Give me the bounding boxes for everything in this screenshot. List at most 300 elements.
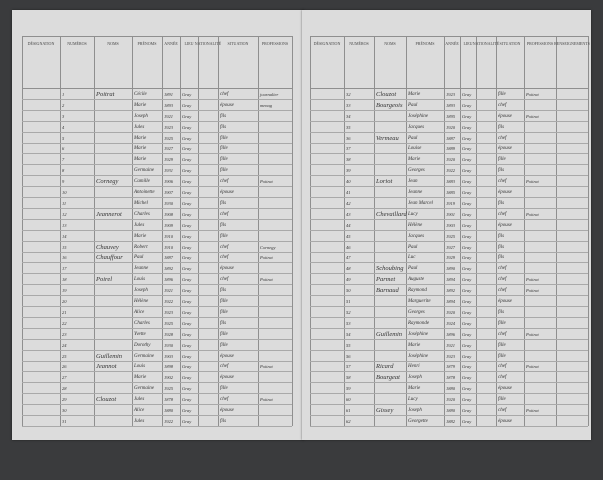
column-header: PRÉNOMS [137,41,157,46]
table-row-rule [22,132,292,133]
cell-lieu: Gray [462,364,472,370]
cell-n: 10 [62,190,67,196]
cell-annee: 1920 [446,124,455,130]
cell-nom: Chauffour [96,254,123,262]
cell-sit: chef [220,277,229,283]
header-rule [310,88,588,89]
cell-annee: 1894 [446,277,455,283]
cell-prof: Poitrat [526,113,539,119]
cell-prenom: Paul [408,266,418,272]
table-row-rule [22,404,292,405]
cell-sit: chef [220,244,229,250]
cell-n: 18 [62,277,67,283]
table-row-rule [310,208,588,209]
column-rule [588,36,589,426]
cell-lieu: Gray [462,299,472,305]
cell-prenom: Joseph [408,375,422,381]
cell-sit: fils [498,124,505,130]
cell-prenom: Lucy [408,211,418,217]
cell-lieu: Gray [462,91,472,97]
cell-prenom: Marie [408,342,421,348]
cell-n: 14 [62,233,67,239]
cell-prenom: Louis [134,364,146,370]
cell-n: 20 [62,299,67,305]
table-row-rule [22,99,292,100]
cell-n: 25 [62,353,67,359]
cell-n: 62 [346,419,351,424]
cell-sit: fille [220,299,228,305]
cell-sit: fille [498,320,506,326]
cell-annee: 1925 [164,386,173,392]
cell-lieu: Gray [462,168,472,174]
cell-annee: 1921 [164,113,173,119]
cell-prenom: Joséphine [408,353,428,359]
cell-lieu: Gray [182,342,192,348]
cell-sit: fille [220,331,228,337]
table-row-rule [22,153,292,154]
cell-annee: 1925 [446,233,455,239]
cell-prenom: Antoinette [134,190,155,196]
cell-sit: épouse [220,266,234,272]
cell-lieu: Gray [182,419,192,424]
cell-prenom: Jules [134,419,145,424]
cell-annee: 1909 [164,222,173,228]
cell-nom: Bourgeat [376,374,400,382]
cell-nom: Cornegy [96,178,119,186]
cell-prenom: Jeanne [408,190,423,196]
cell-lieu: Gray [462,179,472,185]
cell-lieu: Gray [462,386,472,392]
cell-n: 8 [62,168,65,174]
column-rule [22,36,23,426]
cell-prof: Poitrat [260,364,273,370]
cell-lieu: Gray [462,233,472,239]
table-row-rule [310,284,588,285]
column-header: RENSEIGNEMENTS [554,41,590,46]
cell-annee: 1931 [164,168,173,174]
cell-prenom: Hélène [134,299,149,305]
column-header: PRÉNOMS [415,41,435,46]
cell-lieu: Gray [182,353,192,359]
cell-annee: 1925 [164,135,173,141]
cell-sit: fils [498,255,505,261]
column-rule [406,36,407,426]
cell-sit: chef [498,277,507,283]
cell-prenom: Robert [134,244,148,250]
cell-lieu: Gray [462,320,472,326]
cell-lieu: Gray [182,364,192,370]
cell-annee: 1893 [164,102,173,108]
cell-prof: Poitrat [260,397,273,403]
cell-sit: chef [498,288,507,294]
cell-sit: chef [498,266,507,272]
cell-annee: 1895 [446,113,455,119]
cell-prenom: Jacques [408,233,425,239]
cell-nom: Poitrat [96,90,115,98]
cell-sit: chef [498,408,507,414]
cell-nom: Parmet [376,276,396,284]
cell-annee: 1920 [446,309,455,315]
cell-annee: 1910 [164,244,173,250]
cell-n: 15 [62,244,67,250]
table-row-rule [310,110,588,111]
column-rule [556,36,557,426]
cell-lieu: Gray [182,91,192,97]
cell-n: 59 [346,386,351,392]
cell-prenom: Jeanne [134,266,149,272]
cell-prenom: Hélène [408,222,423,228]
column-rule [374,36,375,426]
cell-prenom: Joseph [134,113,148,119]
column-rule [310,36,311,426]
cell-sit: épouse [220,353,234,359]
cell-n: 27 [62,375,67,381]
cell-nom: Poirel [96,276,113,284]
column-header: NATIONALITÉ [472,41,500,46]
cell-lieu: Gray [182,386,192,392]
cell-nom: Barnaud [376,287,399,295]
cell-sit: chef [498,102,507,108]
cell-sit: chef [498,375,507,381]
table-row-rule [310,371,588,372]
cell-prenom: Auguste [408,277,425,283]
column-rule [218,36,219,426]
cell-annee: 1929 [446,255,455,261]
table-row-rule [22,208,292,209]
cell-n: 58 [346,375,351,381]
cell-lieu: Gray [462,309,472,315]
cell-lieu: Gray [182,200,192,206]
cell-n: 7 [62,157,65,163]
cell-lieu: Gray [462,102,472,108]
cell-annee: 1887 [164,255,173,261]
cell-n: 44 [346,222,351,228]
cell-prenom: Germaine [134,386,154,392]
right-register-page [302,10,591,440]
column-header: DÉSIGNATION [313,41,341,46]
cell-n: 41 [346,190,351,196]
cell-lieu: Gray [182,408,192,414]
table-row-rule [22,219,292,220]
cell-annee: 1928 [164,331,173,337]
column-rule [496,36,497,426]
cell-sit: épouse [220,102,234,108]
cell-n: 37 [346,146,351,152]
cell-prof: Poitrat [260,277,273,283]
cell-annee: 1878 [446,375,455,381]
cell-prenom: Germaine [134,353,154,359]
cell-n: 55 [346,342,351,348]
table-row-rule [310,295,588,296]
cell-n: 35 [346,124,351,130]
table-row-rule [22,426,292,427]
cell-prenom: Paul [408,244,418,250]
cell-prof: Poitrat [526,288,539,294]
cell-prenom: Marie [408,91,421,97]
cell-prof: Poitrat [260,179,273,185]
cell-annee: 1923 [446,91,455,97]
table-row-rule [310,273,588,274]
cell-annee: 1929 [164,157,173,163]
cell-prenom: Georges [408,309,425,315]
cell-prenom: Dorothy [134,342,151,348]
cell-prenom: Paul [408,102,418,108]
cell-annee: 1894 [446,299,455,305]
cell-lieu: Gray [462,353,472,359]
column-header: SITUATION [499,41,521,46]
cell-prenom: Charles [134,320,150,326]
cell-lieu: Gray [182,309,192,315]
column-header: ANNÉE [445,41,459,46]
cell-sit: fils [220,200,227,206]
cell-sit: fille [498,342,506,348]
table-row-rule [22,273,292,274]
cell-prof: menag [260,102,272,108]
cell-n: 57 [346,364,351,370]
table-row-rule [310,197,588,198]
column-rule [476,36,477,426]
cell-n: 51 [346,299,351,305]
table-row-rule [310,393,588,394]
cell-prenom: Joséphine [408,331,428,337]
cell-annee: 1922 [164,299,173,305]
cell-prenom: Raymonde [408,320,430,326]
cell-annee: 1927 [164,146,173,152]
table-row-rule [310,426,588,427]
cell-annee: 1891 [164,91,173,97]
table-row-rule [22,262,292,263]
cell-lieu: Gray [462,113,472,119]
cell-sit: fils [220,124,227,130]
cell-nom: Vermeau [376,134,399,142]
table-row-rule [22,415,292,416]
table-row-rule [310,132,588,133]
cell-annee: 1880 [446,386,455,392]
cell-n: 53 [346,320,351,326]
cell-prenom: Louis [134,277,146,283]
cell-sit: chef [498,179,507,185]
table-row-rule [310,219,588,220]
cell-prenom: Alice [134,408,145,414]
cell-prenom: Cécile [134,91,147,97]
cell-n: 52 [346,309,351,315]
cell-n: 49 [346,277,351,283]
cell-sit: chef [220,91,229,97]
cell-sit: épouse [498,222,512,228]
table-row-rule [310,415,588,416]
cell-nom: Schoubing [376,265,404,273]
cell-sit: fils [498,309,505,315]
cell-n: 13 [62,222,67,228]
cell-prenom: Paul [408,135,418,141]
cell-sit: fille [220,135,228,141]
cell-lieu: Gray [182,244,192,250]
cell-annee: 1893 [446,102,455,108]
column-header: LIEU [463,41,473,46]
cell-lieu: Gray [462,124,472,130]
header-rule [22,36,292,37]
cell-annee: 1923 [164,124,173,130]
cell-lieu: Gray [182,179,192,185]
cell-prenom: Joséphine [408,113,428,119]
left-register-page [12,10,304,440]
table-row-rule [22,197,292,198]
cell-annee: 1927 [446,244,455,250]
cell-n: 33 [346,102,351,108]
cell-sit: fille [220,157,228,163]
table-row-rule [22,241,292,242]
column-rule [524,36,525,426]
table-row-rule [22,393,292,394]
table-row-rule [310,317,588,318]
cell-sit: chef [220,364,229,370]
cell-prenom: Marguerite [408,299,431,305]
cell-prof: Poitrat [526,408,539,414]
cell-prenom: Paul [134,255,144,261]
cell-lieu: Gray [462,157,472,163]
table-row-rule [310,404,588,405]
cell-n: 40 [346,179,351,185]
cell-annee: 1880 [446,408,455,414]
cell-annee: 1906 [164,179,173,185]
cell-sit: épouse [220,190,234,196]
cell-n: 29 [62,397,67,403]
cell-n: 56 [346,353,351,359]
cell-nom: Guillemin [96,352,122,360]
cell-sit: fils [220,113,227,119]
cell-annee: 1896 [164,277,173,283]
cell-annee: 1878 [164,397,173,403]
column-header: NATIONALITÉ [194,41,222,46]
cell-prenom: Raymond [408,288,427,294]
cell-lieu: Gray [462,419,472,424]
cell-lieu: Gray [462,266,472,272]
cell-annee: 1880 [164,408,173,414]
cell-n: 48 [346,266,351,272]
table-row-rule [22,382,292,383]
cell-n: 19 [62,288,67,294]
cell-lieu: Gray [462,375,472,381]
table-row-rule [22,328,292,329]
cell-lieu: Gray [462,331,472,337]
cell-annee: 1923 [446,353,455,359]
cell-lieu: Gray [182,157,192,163]
table-row-rule [310,153,588,154]
cell-lieu: Gray [182,168,192,174]
cell-prenom: Alice [134,309,145,315]
cell-lieu: Gray [462,146,472,152]
table-row-rule [22,371,292,372]
cell-n: 22 [62,320,67,326]
cell-n: 3 [62,113,65,119]
cell-annee: 1902 [164,375,173,381]
cell-n: 42 [346,200,351,206]
cell-annee: 1882 [446,419,455,424]
cell-prenom: Jules [134,124,145,130]
cell-sit: chef [220,179,229,185]
table-row-rule [310,121,588,122]
cell-sit: chef [220,211,229,217]
cell-n: 45 [346,233,351,239]
cell-nom: Chauvey [96,243,119,251]
cell-sit: épouse [498,299,512,305]
cell-sit: fille [220,233,228,239]
table-row-rule [310,328,588,329]
table-row-rule [310,230,588,231]
cell-annee: 1920 [446,397,455,403]
cell-prof: Poitrat [526,364,539,370]
cell-n: 4 [62,124,65,130]
cell-sit: épouse [220,375,234,381]
cell-sit: fille [220,386,228,392]
column-rule [60,36,61,426]
cell-annee: 1925 [164,320,173,326]
cell-annee: 1883 [446,179,455,185]
table-row-rule [22,295,292,296]
cell-prenom: Marie [134,102,147,108]
cell-annee: 1922 [446,168,455,174]
cell-annee: 1890 [446,266,455,272]
cell-lieu: Gray [182,375,192,381]
table-row-rule [310,252,588,253]
cell-lieu: Gray [462,244,472,250]
column-header: PROFESSIONS [526,41,554,46]
cell-prenom: Yvette [134,331,146,337]
cell-prof: Poitrat [260,255,273,261]
cell-sit: épouse [498,386,512,392]
cell-sit: fille [220,342,228,348]
cell-annee: 1908 [164,211,173,217]
cell-n: 61 [346,408,351,414]
cell-prenom: Germaine [134,168,154,174]
cell-lieu: Gray [182,135,192,141]
table-row-rule [310,339,588,340]
cell-prenom: Marie [408,386,421,392]
cell-sit: épouse [498,419,512,424]
table-row-rule [310,306,588,307]
cell-n: 21 [62,309,67,315]
cell-n: 31 [62,419,67,424]
cell-n: 46 [346,244,351,250]
cell-n: 60 [346,397,351,403]
cell-prenom: Joseph [408,408,422,414]
cell-annee: 1887 [446,135,455,141]
cell-n: 6 [62,146,65,152]
cell-n: 23 [62,331,67,337]
column-rule [94,36,95,426]
table-row-rule [22,306,292,307]
table-row-rule [22,361,292,362]
cell-n: 43 [346,211,351,217]
cell-sit: chef [498,135,507,141]
cell-sit: fille [498,397,506,403]
cell-annee: 1930 [164,342,173,348]
cell-annee: 1892 [446,288,455,294]
cell-sit: fils [220,419,227,424]
cell-prenom: Marie [134,233,147,239]
cell-n: 38 [346,157,351,163]
cell-prenom: Joseph [134,288,148,294]
cell-prenom: Charles [134,211,150,217]
cell-prof: journalier [260,91,279,97]
column-header: NUMÉROS [67,41,87,46]
cell-lieu: Gray [462,342,472,348]
cell-n: 5 [62,135,65,141]
cell-annee: 1889 [446,146,455,152]
cell-nom: Chevaillard [376,210,407,218]
column-rule [344,36,345,426]
cell-lieu: Gray [462,397,472,403]
